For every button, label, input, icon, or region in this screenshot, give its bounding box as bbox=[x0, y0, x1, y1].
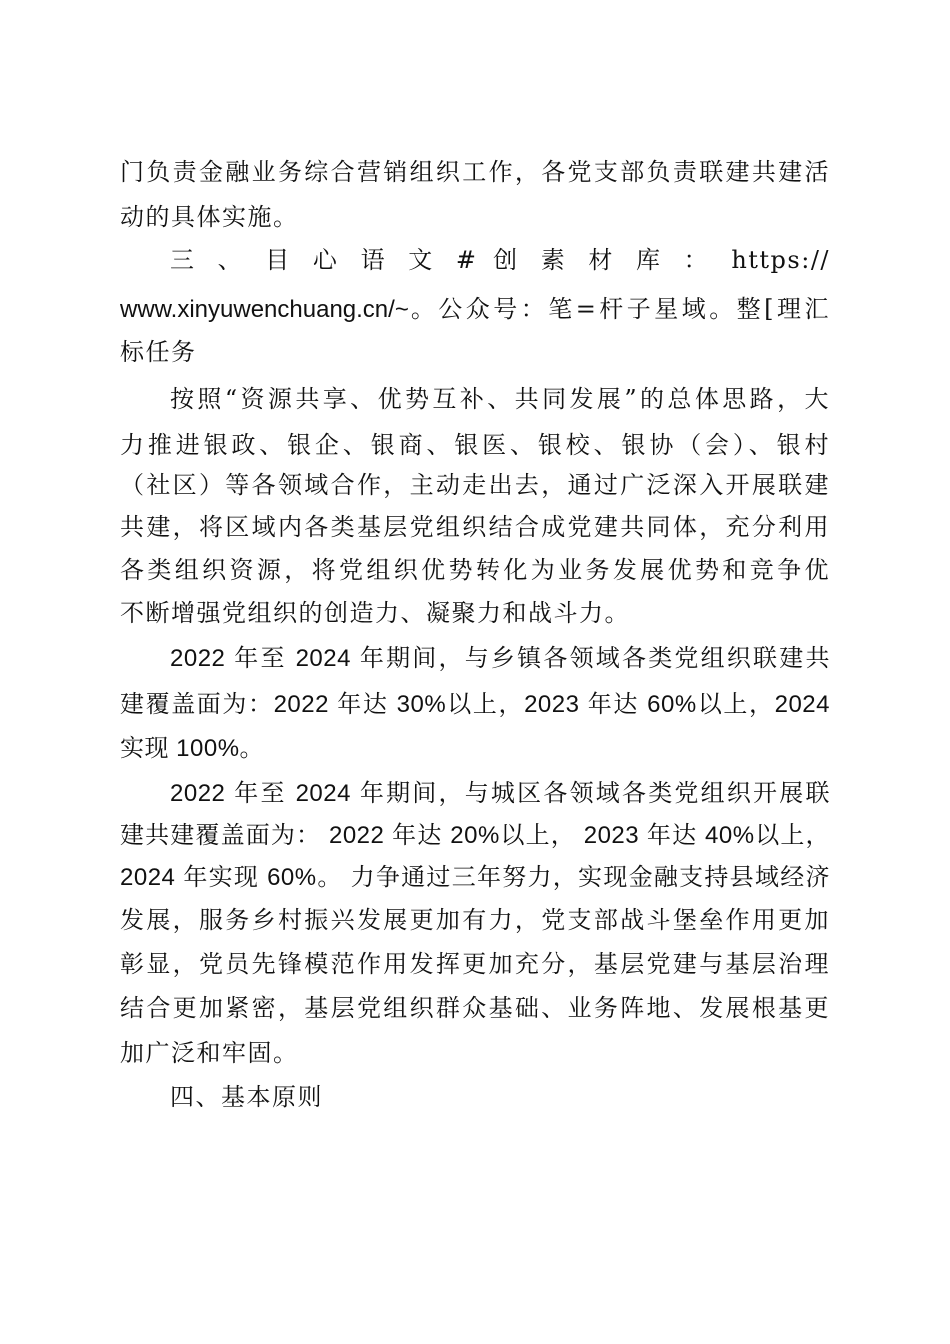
text-line: 共建，将区域内各类基层党组织结合成党建共同体，充分利用 bbox=[120, 513, 830, 541]
text-line: 门负责金融业务综合营销组织工作，各党支部负责联建共建活 bbox=[120, 158, 830, 186]
text-line: 2022 年至 2024 年期间，与乡镇各领域各类党组织联建共 bbox=[170, 645, 830, 672]
text-line: 2022 年至 2024 年期间，与城区各领域各类党组织开展联 bbox=[170, 780, 830, 807]
text-line: 不断增强党组织的创造力、凝聚力和战斗力。 bbox=[120, 599, 630, 627]
text-line: 建覆盖面为：2022 年达 30%以上，2023 年达 60%以上，2024 bbox=[120, 691, 830, 718]
text-line: 各类组织资源，将党组织优势转化为业务发展优势和竞争优 bbox=[120, 556, 830, 584]
text-line: 结合更加紧密，基层党组织群众基础、业务阵地、发展根基更 bbox=[120, 994, 830, 1022]
text-line: 标任务 bbox=[120, 338, 197, 366]
text-line: 按照“资源共享、优势互补、共同发展”的总体思路，大 bbox=[170, 385, 830, 413]
text-line: 发展，服务乡村振兴发展更加有力，党支部战斗堡垒作用更加 bbox=[120, 906, 830, 934]
text-line: 动的具体实施。 bbox=[120, 203, 299, 231]
text-line: 实现 100%。 bbox=[120, 735, 265, 762]
text-line: 2024 年实现 60%。 力争通过三年努力，实现金融支持县域经济 bbox=[120, 864, 830, 891]
text-line: www.xinyuwenchuang.cn/~。公众号：笔=杆子星域。整[理汇 bbox=[120, 295, 830, 323]
section-heading: 四、基本原则 bbox=[170, 1083, 323, 1111]
text-line: 建共建覆盖面为： 2022 年达 20%以上， 2023 年达 40%以上， bbox=[120, 822, 830, 849]
text-line: 力推进银政、银企、银商、银医、银校、银协（会）、银村 bbox=[120, 431, 830, 459]
text-line: （社区）等各领域合作，主动走出去，通过广泛深入开展联建 bbox=[120, 471, 830, 499]
url-text: www.xinyuwenchuang.cn/~ bbox=[120, 296, 409, 323]
text-line: 加广泛和牢固。 bbox=[120, 1039, 299, 1067]
section-heading-line: 三 、 目 心 语 文 # 创 素 材 库 ： https:// bbox=[170, 246, 830, 274]
text-line: 彰显，党员先锋模范作用发挥更加充分，基层党建与基层治理 bbox=[120, 950, 830, 978]
